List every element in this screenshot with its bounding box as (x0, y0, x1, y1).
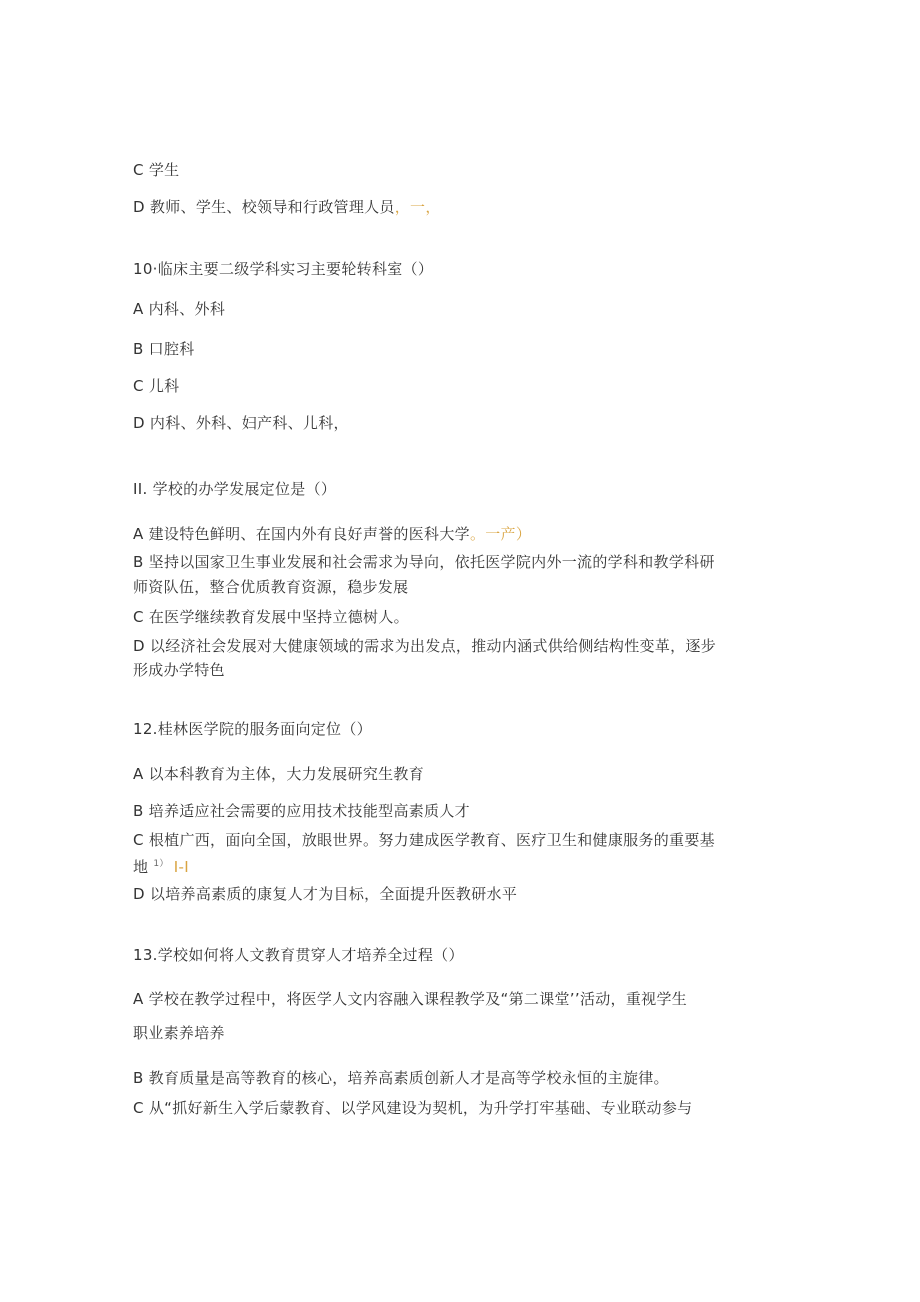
q13-option-c: C 从“抓好新生入学后蒙教育、以学风建设为契机，为升学打牢基础、专业联动参与 (133, 1099, 693, 1117)
q11-option-b-line1: B 坚持以国家卫生事业发展和社会需求为导向，依托医学院内外一流的学科和教学科研 (133, 553, 715, 571)
q13-option-a-line2: 职业素养培养 (133, 1024, 225, 1042)
q10-question: 10·临床主要二级学科实习主要轮转科室（） (133, 260, 434, 278)
handwritten-mark: 。一产） (469, 525, 532, 543)
q13-option-b: B 教育质量是高等教育的核心，培养高素质创新人才是高等学校永恒的主旋律。 (133, 1069, 669, 1087)
q11-option-d-line1: D 以经济社会发展对大健康领域的需求为出发点，推动内涵式供给侧结构性变革，逐步 (133, 637, 717, 655)
q11-option-a: A 建设特色鲜明、在国内外有良好声誉的医科大学。一产） (133, 525, 532, 543)
q11-question: II. 学校的办学发展定位是（） (133, 480, 337, 498)
q12-option-a: A 以本科教育为主体，大力发展研究生教育 (133, 765, 425, 783)
q12-option-b: B 培养适应社会需要的应用技术技能型高素质人才 (133, 802, 470, 820)
q12-option-d: D 以培养高素质的康复人才为目标，全面提升医教研水平 (133, 885, 518, 903)
q11-option-b-line2: 师资队伍，整合优质教育资源，稳步发展 (133, 578, 409, 596)
q11-option-c: C 在医学继续教育发展中坚持立德树人。 (133, 608, 409, 626)
q11-option-d-line2: 形成办学特色 (133, 661, 225, 679)
handwritten-mark: I-I (173, 858, 189, 876)
q12-option-c-line1: C 根植广西，面向全国，放眼世界。努力建成医学教育、医疗卫生和健康服务的重要基 (133, 831, 715, 849)
q9-option-d: D 教师、学生、校领导和行政管理人员，一， (133, 198, 441, 216)
q13-option-a-line1: A 学校在教学过程中，将医学人文内容融入课程教学及“第二课堂’’活动，重视学生 (133, 990, 688, 1008)
q10-option-a: A 内科、外科 (133, 300, 226, 318)
q12-option-c-line2: 地 $^{1)}$ I-I (133, 858, 189, 876)
q12-question: 12.桂林医学院的服务面向定位（） (133, 720, 372, 738)
q10-option-c: C 儿科 (133, 377, 180, 395)
q10-option-d: D 内科、外科、妇产科、儿科， (133, 414, 349, 432)
q13-question: 13.学校如何将人文教育贯穿人才培养全过程（） (133, 946, 464, 964)
q10-option-b: B 口腔科 (133, 340, 195, 358)
superscript-mark: 1） (153, 859, 169, 869)
handwritten-mark: ，一， (394, 198, 441, 216)
q9-option-c: C 学生 (133, 161, 180, 179)
